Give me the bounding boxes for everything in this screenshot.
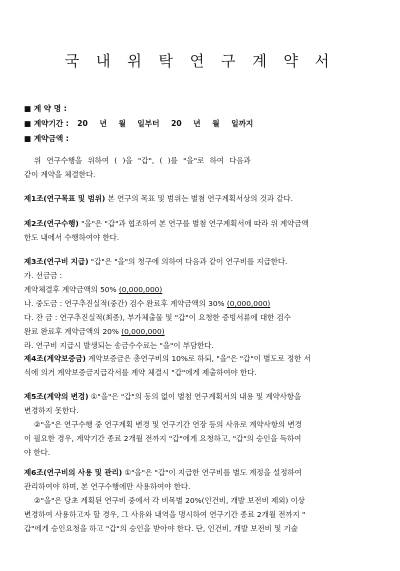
contract-period-value: 20 년 월 일부터 20 년 월 일까지 [77,119,254,128]
contract-name-field: ■ 계 약 명 : [24,104,67,113]
article-2-line-1: "을"은 "갑"과 협조하여 본 연구를 별첨 연구계획서에 따라 위 계약금액 [78,219,309,228]
article-3 [24,255,380,353]
article-6-line-3: ②"을"은 당초 계획된 연구비 중에서 각 비목별 20%(인건비, 개발 보전비 제외) 이상 [34,496,305,505]
article-6-line-4: 변경하여 사용하고자 할 경우, 그 사유와 내역을 명시하여 연구기간 종료 2개월 전까지 " [24,510,306,519]
article-3-item-6: 라. 연구비 지급시 발생되는 송금수수료는 "을"이 부담한다. [24,341,214,350]
article-2-heading: 제2조(연구수행) [24,219,79,228]
amount-2: (0,000,000) [226,299,271,308]
article-3-item-4: 다. 잔 금 : 연구추진실적(최종), 부가체출물 및 "갑"이 요청한 증빙서류에 대한 검수 [24,313,291,322]
amount-1: (0,000,000) [118,285,163,294]
amount-3: (0,000,000) [121,327,165,336]
article-2 [24,217,380,245]
article-3-item-1: 가. 선금금 : [24,271,63,280]
article-4-line-1: 계약보증금은 총연구비의 10%로 하되, "을"은 "갑"이 별도로 정한 서 [85,354,311,363]
article-3-item-5: 완료 완료후 계약금액의 20% (0,000,000) [24,327,165,336]
intro-paragraph [24,154,380,182]
article-5-line-4: 이 필요한 경우, 계약기간 종료 2개월 전까지 "갑"에게 요청하고, "갑"의 승인을 득하여 [24,434,302,443]
article-6-heading: 제6조(연구비의 사용 및 관리) [24,468,123,477]
article-6-line-2: 관리하여야 하며, 본 연구수행에만 사용하여야 한다. [24,482,191,491]
article-4-line-2: 식에 의거 계약보증금지급각서를 계약 체결시 "갑"에게 제출하여야 한다. [24,368,257,377]
contract-period-field [24,118,253,129]
article-5-line-1: ①"을"은 "갑"의 동의 없이 별첨 연구계획서의 내용 및 계약사항을 [88,392,302,401]
article-1-heading: 제1조(연구목표 및 범위) [24,194,106,203]
article-4-heading: 제4조(계약보증금) [24,354,86,363]
article-6-line-5: 갑"에게 승인요청을 하고 "갑"의 승인을 받아야 한다. 단, 인건비, 개발 보전비 및 기술 [24,524,298,533]
article-5-line-2: 변경하지 못한다. [24,406,79,415]
document-title: 국 내 위 탁 연 구 계 약 서 [64,52,336,70]
article-4 [24,352,380,380]
article-2-line-2: 한도 내에서 수행하여야 한다. [24,233,120,242]
intro-line-2: 같이 계약을 체결한다. [24,170,96,179]
article-5-heading: 제5조(계약의 변경) [24,392,89,401]
article-5-line-5: 야 한다. [24,448,51,457]
article-3-text: "갑"은 "을"의 청구에 의하여 다음과 같이 연구비를 지급한다. [88,257,288,266]
article-5 [24,390,380,460]
intro-line-1: 위 연구수행을 위하여 ( )을 "갑", ( )를 "을"로 하여 다음과 [34,156,251,165]
article-1 [24,192,380,206]
article-3-item-3: 나. 중도금 : 연구추진실적(중간) 검수 완료후 계약금액의 30% (0,000,000) [24,299,271,308]
contract-amount-field: ■ 계약금액 : [24,134,69,143]
article-3-item-2: 계약체결후 계약금액의 50% (0,000,000) [24,285,163,294]
contract-period-label: ■ 계약기간 : [24,119,69,128]
article-3-heading: 제3조(연구비 지급) [24,257,89,266]
article-1-text: 본 연구의 목표 및 범위는 별첨 연구계획서상의 것과 같다. [105,194,294,203]
article-6-line-1: ①"을"은 "갑"이 지급한 연구비를 별도 계정을 설정하여 [122,468,302,477]
article-6 [24,466,380,536]
article-5-line-3: ②"을"은 연구수행 중 연구계획 변경 및 연구기간 연장 등의 사유로 계약사항의 변경 [34,420,302,429]
